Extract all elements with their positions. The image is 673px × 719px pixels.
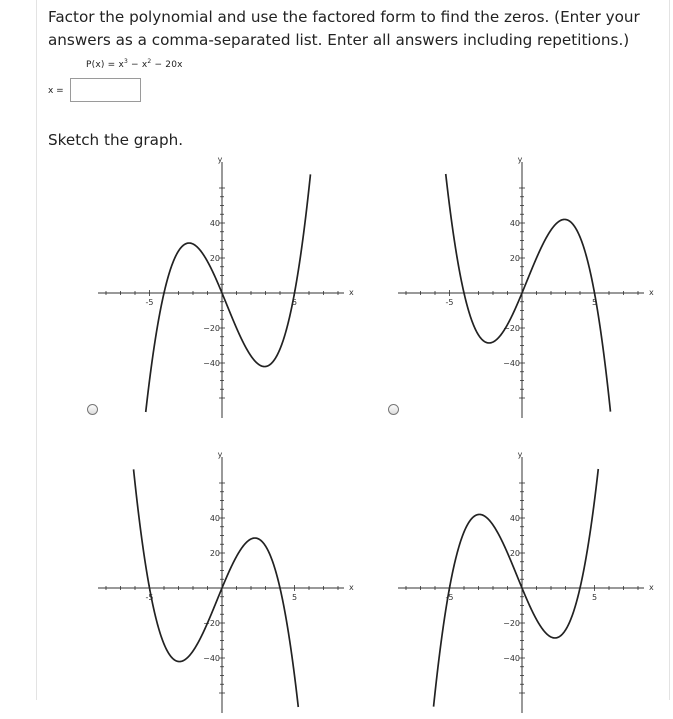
- y-tick-label: −20: [203, 619, 220, 628]
- x-axis-label: x: [649, 583, 654, 592]
- y-tick-label: −40: [203, 654, 220, 663]
- x-axis-label: x: [349, 288, 354, 297]
- x-tick-label: -5: [445, 298, 454, 307]
- x-axis-label: x: [349, 583, 354, 592]
- question-line-1: Factor the polynomial and use the factored form to find the zeros. (Enter your: [48, 8, 640, 26]
- y-tick-label: 20: [209, 549, 220, 558]
- graph-svg: [96, 445, 366, 715]
- graph-svg: [96, 150, 366, 420]
- poly-exp-2: 2: [147, 58, 152, 65]
- question-text: [48, 6, 648, 52]
- y-tick-label: 20: [509, 549, 520, 558]
- polynomial: [86, 58, 183, 70]
- graph-option-c: [96, 445, 366, 719]
- graph-option-d: [396, 445, 666, 719]
- poly-mid: − x: [128, 60, 148, 70]
- x-axis-label: x: [649, 288, 654, 297]
- x-tick-label: -5: [145, 593, 154, 602]
- y-tick-label: 20: [209, 254, 220, 263]
- x-tick-label: 5: [291, 298, 298, 307]
- poly-lhs: P(x) = x: [86, 60, 124, 70]
- y-tick-label: −20: [203, 324, 220, 333]
- y-tick-label: −40: [503, 654, 520, 663]
- y-tick-label: −40: [503, 359, 520, 368]
- graph-svg: [396, 150, 666, 420]
- x-tick-label: 5: [591, 593, 598, 602]
- y-tick-label: 40: [209, 219, 220, 228]
- y-axis-label: y: [217, 155, 223, 164]
- x-tick-label: -5: [445, 593, 454, 602]
- y-tick-label: −20: [503, 619, 520, 628]
- graph-svg: [396, 445, 666, 715]
- x-tick-label: 5: [591, 298, 598, 307]
- y-axis-label: y: [517, 155, 523, 164]
- x-tick-label: 5: [291, 593, 298, 602]
- answer-label: x =: [48, 86, 64, 96]
- y-tick-label: 40: [209, 514, 220, 523]
- y-tick-label: 20: [509, 254, 520, 263]
- zeros-answer-input[interactable]: [70, 78, 141, 102]
- y-axis-label: y: [217, 450, 223, 459]
- graph-option-b: [396, 150, 666, 424]
- radio-option-b[interactable]: [388, 404, 399, 415]
- poly-rhs: − 20x: [151, 60, 183, 70]
- y-tick-label: −20: [503, 324, 520, 333]
- y-axis-label: y: [517, 450, 523, 459]
- x-tick-label: -5: [145, 298, 154, 307]
- sketch-label: Sketch the graph.: [48, 131, 184, 149]
- radio-option-a[interactable]: [87, 404, 98, 415]
- graph-option-a: [96, 150, 366, 424]
- y-tick-label: −40: [203, 359, 220, 368]
- poly-exp-1: 3: [123, 58, 128, 65]
- y-tick-label: 40: [509, 514, 520, 523]
- question-line-2: answers as a comma-separated list. Enter all answers including repetitions.): [48, 31, 630, 49]
- y-tick-label: 40: [509, 219, 520, 228]
